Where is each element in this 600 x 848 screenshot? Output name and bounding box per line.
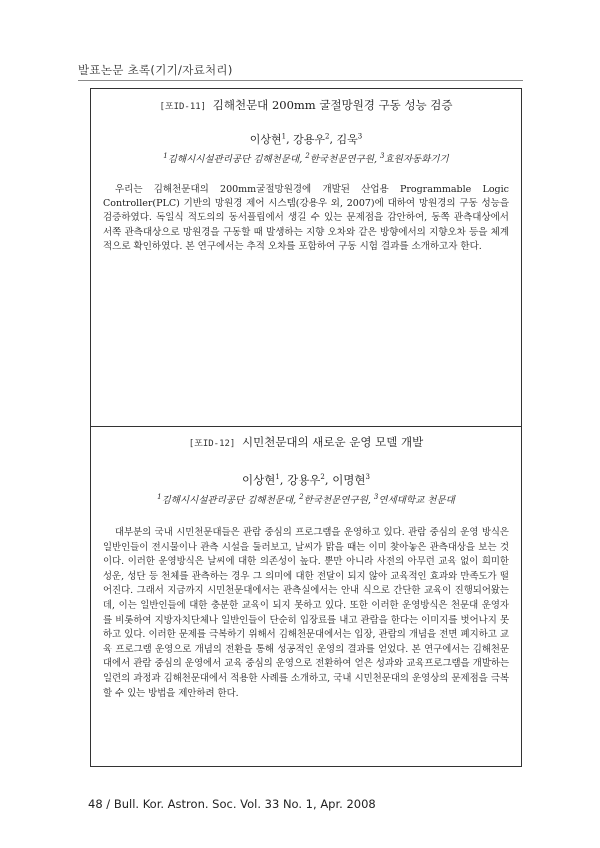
abstract-title-text: 시민천문대의 새로운 운영 모델 개발 <box>242 435 424 449</box>
abstract-affiliations: $^1$김해시시설관리공단 김해천문대, $^2$한국천문연구원, $^3$효원자동화기기 <box>163 151 449 165</box>
abstract-body: 우리는 김해천문대의 200mm굴절망원경에 개발된 산업용 Programmable Logic Controller(PLC) 기반의 망원경 제어 시스템(강용우 외, 2007)에 대하여 망원경의 구동 성능을 검증하였다. 독일식 적도의의 동서플립에서 생길 수 있는 문제점을 감안하여, 동쪽 관측대상에서 서쪽 관측대상으로 망원경을 구동할 때 발생하는 지향 오차와 같은 방향에서의 지향오차 등을 체계적으로 확인하였다. 본 연구에서는 추적 오차를 포함하여 구동 시험 결과를 소개하고자 한다. <box>103 184 509 252</box>
section-header: 발표논문 초록(기기/자료처리) <box>78 63 233 77</box>
page-footer-citation: 48 / Bull. Kor. Astron. Soc. Vol. 33 No. 1, Apr. 2008 <box>88 797 376 811</box>
abstract-title <box>91 434 521 450</box>
abstract-box-2 <box>90 427 522 767</box>
abstract-title-text: 김해천문대 200mm 굴절망원경 구동 성능 검증 <box>212 98 453 112</box>
header-divider <box>78 80 523 81</box>
abstract-body: 대부분의 국내 시민천문대들은 관람 중심의 프로그램을 운영하고 있다. 관람 중심의 운영 방식은 일반인들이 전시물이나 관측 시설을 둘러보고, 날씨가 맑을 때는 이미 찾아놓은 관측대상을 보는 것이다. 이러한 운영방식은 날씨에 대한 의존성이 높다. 뿐만 아니라 사전의 아무런 교육 없이 희미한 성운, 성단 등 천체를 관측하는 경우 그 의미에 대한 전달이 되지 않아 교육적인 효과와 만족도가 떨어진다. 그래서 지금까지 시민천문대에서는 관측실에서는 안내 식으로 간단한 교육이 진행되어왔는데, 이는 일반인들에 대한 충분한 교육이 되지 못하고 있다. 또한 이러한 운영방식은 천문대 운영자를 비롯하여 지방자치단체나 일반인들이 단순히 입장료를 내고 관람을 한다는 이미지를 벗어나지 못하고 있다. 이러한 문제를 극복하기 위해서 김해천문대에서는 입장, 관람의 개념을 전면 폐지하고 교육 프로그램 운영으로 개념의 전환을 통해 성공적인 운영의 결과를 얻었다. 본 연구에서는 김해천문대에서 관람 중심의 운영에서 교육 중심의 운영으로 전환하여 얻은 성과와 교육프로그램을 개발하는 일련의 과정과 김해천문대에서 적용한 사례를 소개하고, 국내 시민천문대의 운영상의 문제점을 극복할 수 있는 방법을 제안하려 한다. <box>103 527 509 699</box>
abstract-code: [포ID-11] <box>159 102 207 112</box>
abstract-code: [포ID-12] <box>188 439 236 449</box>
abstract-authors: 이상현$^1$, 강용우$^2$, 김욱$^3$ <box>249 132 363 146</box>
abstract-affiliations: $^1$김해시시설관리공단 김해천문대, $^2$한국천문연구원, $^3$연세대학교 천문대 <box>157 492 455 506</box>
abstract-title <box>91 97 521 113</box>
abstract-box-1 <box>90 88 522 427</box>
abstract-authors: 이상현$^1$, 강용우$^2$, 이명현$^3$ <box>241 473 370 487</box>
